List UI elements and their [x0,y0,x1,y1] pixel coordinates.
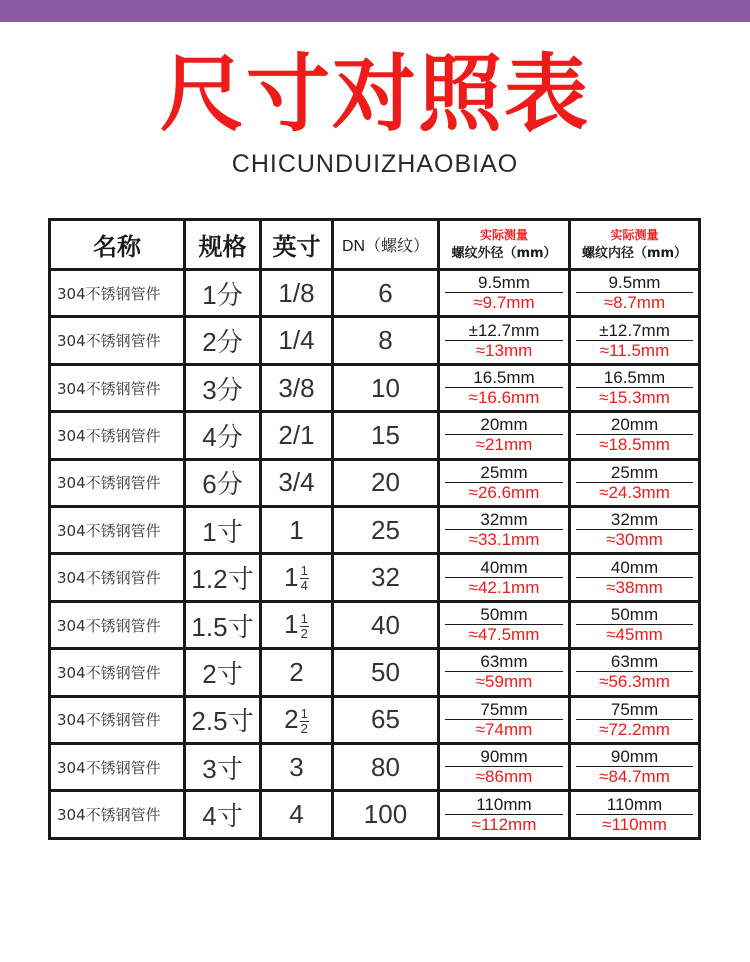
inch-cell [261,601,333,648]
dn-cell: 8 [333,317,439,364]
inch-cell: 4 [261,791,333,839]
inch-cell: 2 [261,649,333,696]
outer-diameter-actual: ≈112mm [471,814,537,834]
outer-diameter-nominal: ±12.7mm [445,321,563,341]
inner-diameter-nominal: 9.5mm [576,273,693,293]
inner-diameter-actual: ≈38mm [606,577,663,597]
inner-diameter-actual: ≈18.5mm [599,435,670,455]
outer-diameter-actual: ≈13mm [475,340,533,360]
outer-diameter-cell [439,696,570,743]
inch-whole: 2 [284,704,299,735]
table-row [50,744,700,791]
inner-diameter-nominal: 25mm [576,463,693,483]
inner-diameter-actual: ≈72.2mm [599,719,670,739]
outer-diameter-actual: ≈16.6mm [468,388,540,408]
outer-diameter-cell [439,601,570,648]
page-subtitle: CHICUNDUIZHAOBIAO [231,150,519,178]
table-row [50,270,700,317]
inch-cell: 1/8 [261,270,333,317]
table-row [50,507,700,554]
inch-cell: 2/1 [261,412,333,459]
inner-diameter-nominal: 110mm [576,795,693,815]
spec-cell: 3寸 [185,744,261,791]
outer-diameter-nominal: 9.5mm [445,273,563,293]
outer-diameter-cell [439,744,570,791]
inch-cell: 1 [261,507,333,554]
top-accent-bar [0,0,750,22]
outer-diameter-actual: ≈47.5mm [468,625,540,645]
dn-cell: 20 [333,459,439,506]
outer-diameter-cell [439,649,570,696]
name-cell: 304不锈钢管件 [50,412,185,459]
inch-cell: 3/4 [261,459,333,506]
name-cell: 304不锈钢管件 [50,317,185,364]
name-cell: 304不锈钢管件 [50,601,185,648]
outer-diameter-actual: ≈26.6mm [468,482,540,502]
dn-cell: 40 [333,601,439,648]
header-name: 名称 [50,220,185,270]
inner-diameter-actual: ≈15.3mm [599,388,670,408]
table-row [50,791,700,839]
outer-diameter-cell [439,412,570,459]
inner-diameter-nominal: 90mm [576,747,693,767]
name-cell: 304不锈钢管件 [50,364,185,411]
inner-diameter-nominal: 16.5mm [576,368,693,388]
header-outer-diameter [439,220,570,270]
inner-diameter-cell [570,791,700,839]
inch-cell [261,696,333,743]
header-inner-diameter [570,220,700,270]
inch-fraction [300,707,309,736]
name-cell: 304不锈钢管件 [50,459,185,506]
inner-diameter-cell [570,649,700,696]
name-cell: 304不锈钢管件 [50,554,185,601]
header-inner-diameter-label: 螺纹内径（mm） [581,245,688,261]
header-spec: 规格 [185,220,261,270]
inner-diameter-nominal: ±12.7mm [576,321,693,341]
inch-cell: 1/4 [261,317,333,364]
inner-diameter-cell [570,459,700,506]
inner-diameter-actual: ≈45mm [606,625,663,645]
outer-diameter-actual: ≈86mm [475,767,533,787]
inner-diameter-nominal: 20mm [576,415,693,435]
dn-cell: 50 [333,649,439,696]
dn-cell: 25 [333,507,439,554]
dn-cell: 100 [333,791,439,839]
inner-diameter-actual: ≈24.3mm [599,482,670,502]
header-inner-measured-label: 实际测量 [610,227,659,242]
inner-diameter-actual: ≈56.3mm [599,672,670,692]
outer-diameter-cell [439,317,570,364]
header-outer-diameter-label: 螺纹外径（mm） [451,245,557,261]
outer-diameter-nominal: 32mm [445,510,563,530]
dn-cell: 65 [333,696,439,743]
outer-diameter-nominal: 40mm [445,558,563,578]
inner-diameter-nominal: 32mm [576,510,693,530]
inch-fraction [300,564,309,593]
inner-diameter-cell [570,412,700,459]
inner-diameter-nominal: 40mm [576,558,693,578]
name-cell: 304不锈钢管件 [50,270,185,317]
inch-cell [261,554,333,601]
outer-diameter-actual: ≈59mm [475,672,533,692]
outer-diameter-actual: ≈42.1mm [468,577,540,597]
inner-diameter-cell [570,270,700,317]
inner-diameter-nominal: 50mm [576,605,693,625]
header-inch: 英寸 [261,220,333,270]
inch-whole: 1 [284,561,299,592]
outer-diameter-cell [439,507,570,554]
outer-diameter-nominal: 63mm [445,652,563,672]
outer-diameter-actual: ≈74mm [475,719,533,739]
outer-diameter-nominal: 20mm [445,415,563,435]
inner-diameter-actual: ≈11.5mm [599,340,670,360]
inner-diameter-actual: ≈8.7mm [603,293,666,313]
inch-numerator: 1 [300,610,308,626]
spec-cell: 1.5寸 [185,601,261,648]
inch-denominator: 4 [300,578,308,594]
table-row [50,649,700,696]
spec-cell: 4分 [185,412,261,459]
size-comparison-table [48,218,701,840]
inch-cell: 3 [261,744,333,791]
inner-diameter-nominal: 63mm [576,652,693,672]
spec-cell: 2寸 [185,649,261,696]
table-row [50,317,700,364]
dn-cell: 15 [333,412,439,459]
inch-whole: 1 [284,609,299,640]
outer-diameter-cell [439,270,570,317]
inner-diameter-actual: ≈30mm [606,530,663,550]
spec-cell: 2分 [185,317,261,364]
table-row [50,601,700,648]
inch-numerator: 1 [300,563,308,579]
outer-diameter-cell [439,459,570,506]
inner-diameter-cell [570,696,700,743]
table-row [50,412,700,459]
outer-diameter-actual: ≈33.1mm [468,530,540,550]
inner-diameter-nominal: 75mm [576,700,693,720]
dn-cell: 6 [333,270,439,317]
inner-diameter-cell [570,507,700,554]
header-dn: DN（螺纹） [333,220,439,270]
inner-diameter-actual: ≈110mm [602,814,667,834]
dn-cell: 80 [333,744,439,791]
spec-cell: 1分 [185,270,261,317]
spec-cell: 6分 [185,459,261,506]
inner-diameter-actual: ≈84.7mm [599,767,670,787]
outer-diameter-nominal: 16.5mm [445,368,563,388]
outer-diameter-actual: ≈21mm [475,435,533,455]
header-outer-measured-label: 实际测量 [479,227,528,242]
spec-cell: 2.5寸 [185,696,261,743]
outer-diameter-cell [439,364,570,411]
table-row [50,459,700,506]
page-title: 尺寸对照表 [159,45,590,143]
table-header-row [50,220,700,270]
dn-cell: 32 [333,554,439,601]
outer-diameter-actual: ≈9.7mm [473,293,535,313]
inner-diameter-cell [570,317,700,364]
inch-denominator: 2 [300,625,308,641]
outer-diameter-nominal: 110mm [445,795,563,815]
inner-diameter-cell [570,364,700,411]
table-row [50,554,700,601]
dn-cell: 10 [333,364,439,411]
inch-cell: 3/8 [261,364,333,411]
name-cell: 304不锈钢管件 [50,649,185,696]
name-cell: 304不锈钢管件 [50,696,185,743]
spec-cell: 1寸 [185,507,261,554]
outer-diameter-nominal: 50mm [445,605,563,625]
spec-cell: 4寸 [185,791,261,839]
inch-fraction [300,612,309,641]
outer-diameter-nominal: 75mm [445,700,563,720]
name-cell: 304不锈钢管件 [50,507,185,554]
name-cell: 304不锈钢管件 [50,744,185,791]
inner-diameter-cell [570,601,700,648]
inch-denominator: 2 [300,720,308,736]
table-row [50,696,700,743]
outer-diameter-nominal: 90mm [445,747,563,767]
inner-diameter-cell [570,744,700,791]
outer-diameter-nominal: 25mm [445,463,563,483]
spec-cell: 3分 [185,364,261,411]
name-cell: 304不锈钢管件 [50,791,185,839]
inch-numerator: 1 [300,705,308,721]
inner-diameter-cell [570,554,700,601]
spec-cell: 1.2寸 [185,554,261,601]
table-row [50,364,700,411]
outer-diameter-cell [439,791,570,839]
outer-diameter-cell [439,554,570,601]
